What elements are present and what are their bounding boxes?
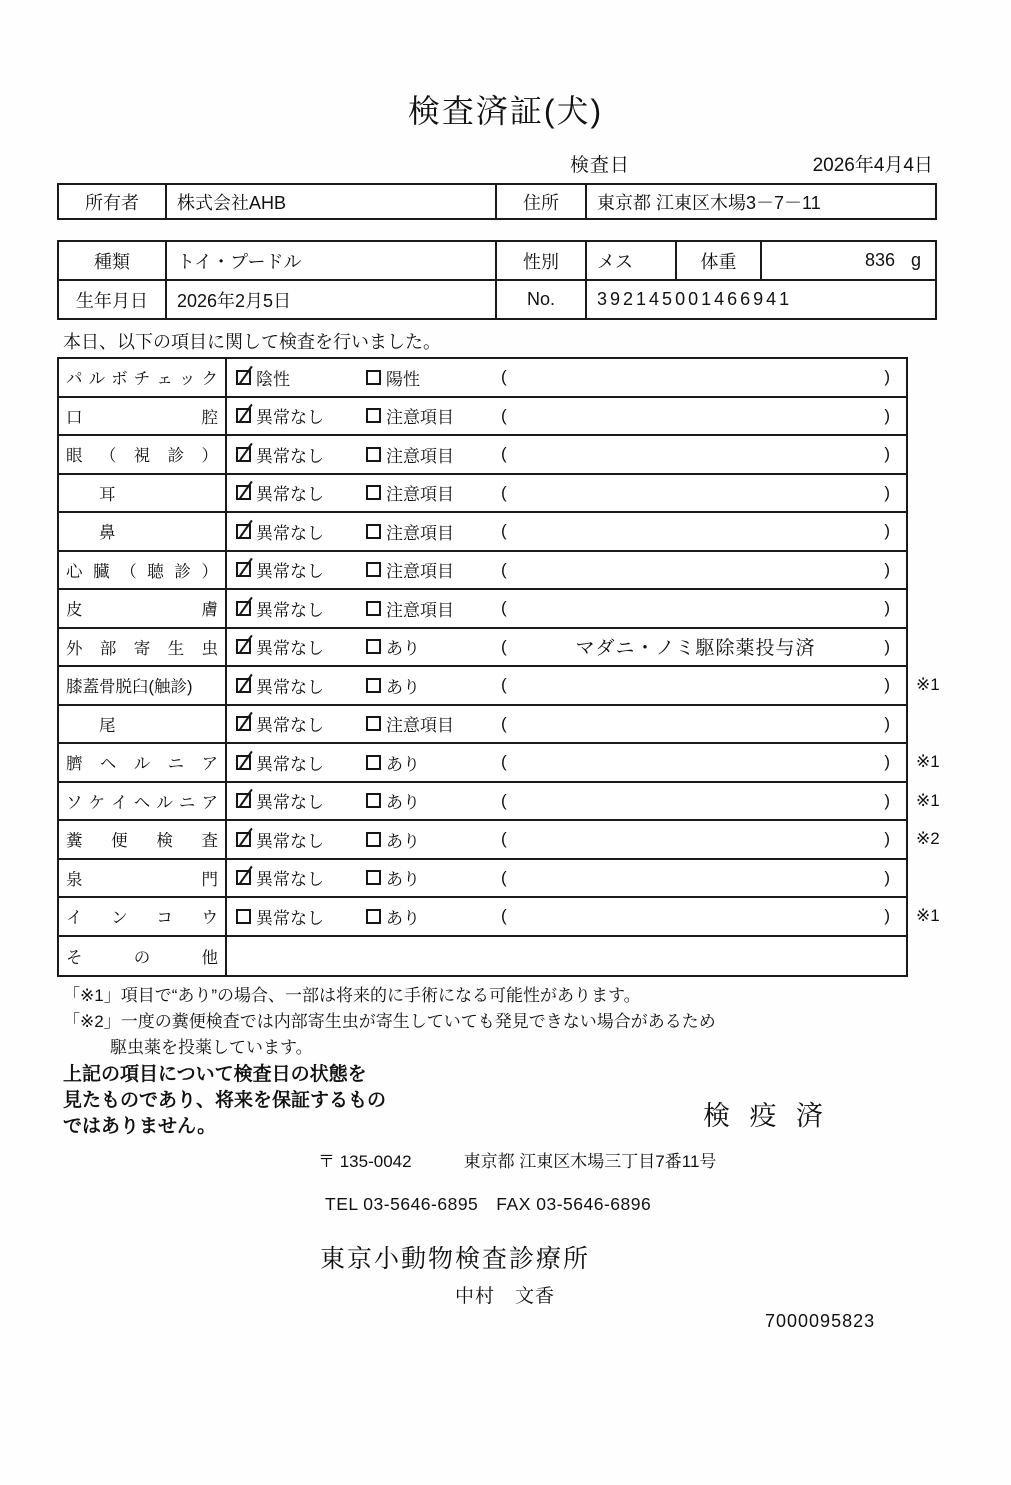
paren-close: ) [884, 867, 890, 887]
option-2 [366, 557, 501, 582]
footnote-2: 「※2」一度の糞便検査では内部寄生虫が寄生していても発見できない場合があるため [63, 1012, 716, 1031]
inspection-row-heart [59, 552, 906, 591]
paren-close: ) [884, 559, 890, 579]
paren-open: ( [501, 482, 507, 502]
remarks-field [501, 868, 906, 888]
inspection-row-inguinal-hernia [59, 783, 940, 822]
paren-open: ( [501, 405, 507, 425]
inspection-row-parvo [59, 359, 906, 398]
item-label-cell [59, 744, 227, 781]
footnote-1: 「※1」項目で“あり”の場合、一部は将来的に手術になる可能性があります。 [63, 986, 641, 1005]
remarks-field [501, 598, 906, 618]
item-label-cell [59, 821, 227, 858]
clinic-fax: FAX 03-5646-6896 [496, 1194, 652, 1214]
item-label: 口 腔 [66, 408, 218, 427]
checkbox-icon [236, 909, 251, 924]
item-label-cell [59, 706, 227, 743]
item-content [227, 398, 906, 435]
item-content [227, 898, 906, 935]
item-content [227, 667, 906, 704]
remarks-value: マダニ・ノミ駆除薬投与済 [575, 638, 816, 660]
item-label-cell [59, 359, 227, 396]
option-2 [366, 904, 501, 929]
option-1 [236, 711, 366, 736]
inspection-row-ears [59, 475, 906, 514]
option-1-label: 異常なし [256, 600, 324, 620]
option-1 [236, 557, 366, 582]
inspection-row-fontanelle [59, 860, 906, 899]
breed-label: 種類 [59, 242, 167, 279]
paren-open: ( [501, 559, 507, 579]
paren-open: ( [501, 752, 507, 772]
option-1-label: 異常なし [256, 408, 324, 428]
option-2-label: あり [386, 831, 420, 851]
inspection-row-umbilical-hernia [59, 744, 940, 783]
item-label-cell [59, 937, 227, 976]
item-content [227, 937, 906, 976]
footnotes [63, 983, 716, 1061]
option-1 [236, 788, 366, 813]
clinic-address-row [318, 1147, 716, 1172]
option-1-label: 異常なし [256, 677, 324, 697]
option-2-label: 注意項目 [386, 562, 454, 582]
item-content [227, 821, 906, 858]
option-1 [236, 442, 366, 467]
paren-close: ) [884, 675, 890, 695]
option-2 [366, 480, 501, 505]
item-label-cell [59, 629, 227, 666]
option-1 [236, 827, 366, 852]
item-content [227, 475, 906, 512]
item-label: 糞 便 検 査 [66, 832, 218, 851]
checkbox-icon [366, 524, 381, 539]
clinic-phone-row [325, 1194, 651, 1215]
address-label: 住所 [497, 185, 587, 218]
item-label: 心 臓 （ 聴 診 ） [66, 562, 218, 581]
disclaimer-line-1: 上記の項目について検査日の状態を [63, 1064, 367, 1085]
item-label: 泉 門 [66, 870, 218, 889]
option-2 [366, 673, 501, 698]
owner-value: 株式会社AHB [167, 185, 497, 218]
inspection-row-nose [59, 513, 906, 552]
option-2-label: あり [386, 908, 420, 928]
item-content [227, 436, 906, 473]
disclaimer-line-2: 見たものであり、将来を保証するもの [63, 1090, 387, 1111]
pet-info-row-1 [59, 242, 935, 279]
option-1-label: 異常なし [256, 831, 324, 851]
option-1-label: 陰性 [256, 369, 290, 389]
option-2 [366, 442, 501, 467]
owner-label: 所有者 [59, 185, 167, 218]
checkbox-icon [236, 485, 251, 500]
inspection-date-label: 検査日 [570, 155, 631, 176]
option-2 [366, 634, 501, 659]
sex-label: 性別 [497, 242, 587, 279]
option-1 [236, 673, 366, 698]
option-1 [236, 519, 366, 544]
item-label-cell [59, 552, 227, 589]
checkbox-icon [236, 716, 251, 731]
checkbox-icon [236, 447, 251, 462]
option-1-label: 異常なし [256, 446, 324, 466]
serial-number: 7000095823 [765, 1311, 876, 1331]
paren-open: ( [501, 906, 507, 926]
paren-close: ) [884, 906, 890, 926]
paren-open: ( [501, 521, 507, 541]
option-1 [236, 904, 366, 929]
paren-close: ) [884, 444, 890, 464]
option-2-label: 注意項目 [386, 485, 454, 505]
option-1-label: 異常なし [256, 639, 324, 659]
inspection-row-skin [59, 590, 906, 629]
option-2-label: あり [386, 793, 420, 813]
remarks-field [501, 560, 906, 580]
option-2 [366, 865, 501, 890]
option-1 [236, 750, 366, 775]
breed-value: トイ・プードル [167, 242, 497, 279]
address-value: 東京都 江東区木場3－7－11 [597, 192, 821, 213]
birthdate-label: 生年月日 [59, 281, 167, 318]
checkbox-icon [366, 678, 381, 693]
paren-open: ( [501, 598, 507, 618]
option-2 [366, 519, 501, 544]
option-2-label: 注意項目 [386, 408, 454, 428]
item-content [227, 359, 906, 396]
checkbox-icon [236, 793, 251, 808]
option-1-label: 異常なし [256, 754, 324, 774]
option-1-label: 異常なし [256, 523, 324, 543]
checkbox-icon [236, 678, 251, 693]
checkbox-icon [366, 447, 381, 462]
inspection-date-value: 2026年4月4日 [812, 155, 933, 176]
option-1 [236, 865, 366, 890]
item-label: パ ル ボ チ ェ ッ ク [66, 370, 218, 389]
option-2-label: あり [386, 677, 420, 697]
option-2-label: 注意項目 [386, 716, 454, 736]
id-number-value: 392145001466941 [597, 289, 793, 309]
paren-close: ) [884, 829, 890, 849]
item-label: 眼 （ 視 診 ） [66, 447, 218, 466]
paren-close: ) [884, 790, 890, 810]
remarks-field [501, 752, 906, 772]
veterinarian-name: 中村 文香 [455, 1286, 556, 1307]
option-2-label: 陽性 [386, 369, 420, 389]
paren-open: ( [501, 636, 507, 656]
item-label: 外 部 寄 生 虫 [66, 639, 218, 658]
option-2 [366, 750, 501, 775]
item-label: 鼻 [66, 524, 116, 543]
footnote-mark: ※1 [916, 675, 940, 695]
option-1 [236, 365, 366, 390]
option-1 [236, 480, 366, 505]
paren-close: ) [884, 521, 890, 541]
footnote-mark: ※1 [916, 790, 940, 810]
item-label: イ ン コ ウ [66, 909, 218, 928]
weight-cell [762, 242, 935, 279]
option-1 [236, 634, 366, 659]
option-2 [366, 596, 501, 621]
option-2 [366, 403, 501, 428]
checkbox-icon [236, 870, 251, 885]
footnote-mark: ※1 [916, 906, 940, 926]
owner-table [57, 183, 937, 220]
item-content [227, 783, 906, 820]
option-1-label: 異常なし [256, 485, 324, 505]
checkbox-icon [366, 408, 381, 423]
item-label-cell [59, 783, 227, 820]
inspection-row-cryptorchidism [59, 898, 940, 937]
remarks-field [501, 367, 906, 387]
pet-info-row-2 [59, 279, 935, 318]
item-label-cell [59, 436, 227, 473]
checkbox-icon [236, 408, 251, 423]
checkbox-icon [366, 370, 381, 385]
paren-close: ) [884, 367, 890, 387]
disclaimer [63, 1062, 386, 1140]
item-label: 耳 [66, 485, 116, 504]
paren-close: ) [884, 636, 890, 656]
option-1-label: 異常なし [256, 870, 324, 890]
remarks-field [501, 714, 906, 734]
paren-close: ) [884, 752, 890, 772]
inspection-row-eyes [59, 436, 906, 475]
paren-open: ( [501, 713, 507, 733]
checkbox-icon [236, 832, 251, 847]
paren-open: ( [501, 367, 507, 387]
postal-code: 〒 135-0042 [318, 1152, 412, 1171]
checkbox-icon [236, 639, 251, 654]
option-1-label: 異常なし [256, 793, 324, 813]
owner-row [59, 185, 935, 218]
checkbox-icon [366, 909, 381, 924]
option-2-label: あり [386, 870, 420, 890]
paren-open: ( [501, 444, 507, 464]
item-content [227, 552, 906, 589]
checkbox-icon [366, 562, 381, 577]
option-2-label: 注意項目 [386, 600, 454, 620]
item-content [227, 860, 906, 897]
footnote-mark: ※1 [916, 752, 940, 772]
paren-close: ) [884, 482, 890, 502]
clinic-name: 東京小動物検査診療所 [320, 1245, 591, 1273]
option-1 [236, 403, 366, 428]
item-label: そ の 他 [66, 948, 218, 967]
item-label: 膝蓋骨脱臼(触診) [66, 678, 193, 697]
inspection-row-tail [59, 706, 906, 745]
checkbox-icon [366, 601, 381, 616]
item-label-cell [59, 667, 227, 704]
option-2-label: あり [386, 639, 420, 659]
checkbox-icon [236, 524, 251, 539]
item-label-cell [59, 513, 227, 550]
checkbox-icon [236, 601, 251, 616]
footnote-2-cont: 駆虫薬を投薬しています。 [110, 1038, 313, 1057]
quarantine-stamp: 検 疫 済 [703, 1101, 830, 1131]
checkbox-icon [236, 370, 251, 385]
checkbox-icon [236, 562, 251, 577]
checkbox-icon [366, 870, 381, 885]
item-label-cell [59, 475, 227, 512]
item-label-cell [59, 398, 227, 435]
paren-open: ( [501, 829, 507, 849]
remarks-field [501, 675, 906, 695]
inspection-date-row [57, 150, 937, 177]
checkbox-icon [366, 755, 381, 770]
disclaimer-line-3: ではありません。 [63, 1116, 217, 1137]
option-2 [366, 365, 501, 390]
option-1-label: 異常なし [256, 908, 324, 928]
paren-close: ) [884, 598, 890, 618]
remarks-field [501, 906, 906, 926]
item-label-cell [59, 898, 227, 935]
weight-value: 836 [864, 250, 895, 270]
checkbox-icon [366, 793, 381, 808]
option-1 [236, 596, 366, 621]
remarks-field [501, 483, 906, 503]
certificate-title: 検査済証(犬) [407, 93, 604, 129]
clinic-tel: TEL 03-5646-6895 [325, 1194, 479, 1214]
checkbox-icon [366, 639, 381, 654]
paren-close: ) [884, 713, 890, 733]
remarks-field [501, 521, 906, 541]
item-content [227, 590, 906, 627]
remarks-field [501, 829, 906, 849]
checkbox-icon [366, 485, 381, 500]
item-content [227, 513, 906, 550]
checkbox-icon [366, 832, 381, 847]
option-1-label: 異常なし [256, 562, 324, 582]
option-1-label: 異常なし [256, 716, 324, 736]
inspection-row-other [59, 937, 906, 976]
checkbox-icon [236, 755, 251, 770]
remarks-field [501, 406, 906, 426]
paren-open: ( [501, 675, 507, 695]
clinic-address: 東京都 江東区木場三丁目7番11号 [463, 1152, 717, 1171]
item-label-cell [59, 590, 227, 627]
item-label-cell [59, 860, 227, 897]
paren-open: ( [501, 867, 507, 887]
remarks-field [501, 633, 906, 660]
id-number-label: No. [497, 281, 587, 318]
birthdate-value: 2026年2月5日 [167, 281, 497, 318]
paren-open: ( [501, 790, 507, 810]
inspection-table [57, 357, 940, 977]
paren-close: ) [884, 405, 890, 425]
item-label: 尾 [66, 716, 116, 735]
footnote-mark: ※2 [916, 829, 940, 849]
pet-info-table [57, 240, 937, 320]
weight-label: 体重 [677, 242, 762, 279]
option-2-label: 注意項目 [386, 523, 454, 543]
option-2 [366, 711, 501, 736]
intro-text: 本日、以下の項目に関して検査を行いました。 [63, 332, 441, 352]
inspection-row-fecal [59, 821, 940, 860]
option-2-label: あり [386, 754, 420, 774]
item-label: 臍 ヘ ル ニ ア [66, 755, 218, 774]
option-2 [366, 788, 501, 813]
remarks-field [501, 791, 906, 811]
remarks-field [501, 444, 906, 464]
inspection-row-oral [59, 398, 906, 437]
inspection-row-patella [59, 667, 940, 706]
weight-unit: g [910, 250, 921, 270]
item-label: 皮 膚 [66, 601, 218, 620]
inspection-row-external-parasites [59, 629, 906, 668]
checkbox-icon [366, 716, 381, 731]
item-content [227, 629, 906, 666]
sex-value: メス [587, 242, 677, 279]
item-label: ソ ケ イ ヘ ル ニ ア [66, 793, 218, 812]
item-content [227, 706, 906, 743]
item-content [227, 744, 906, 781]
option-2 [366, 827, 501, 852]
option-2-label: 注意項目 [386, 446, 454, 466]
